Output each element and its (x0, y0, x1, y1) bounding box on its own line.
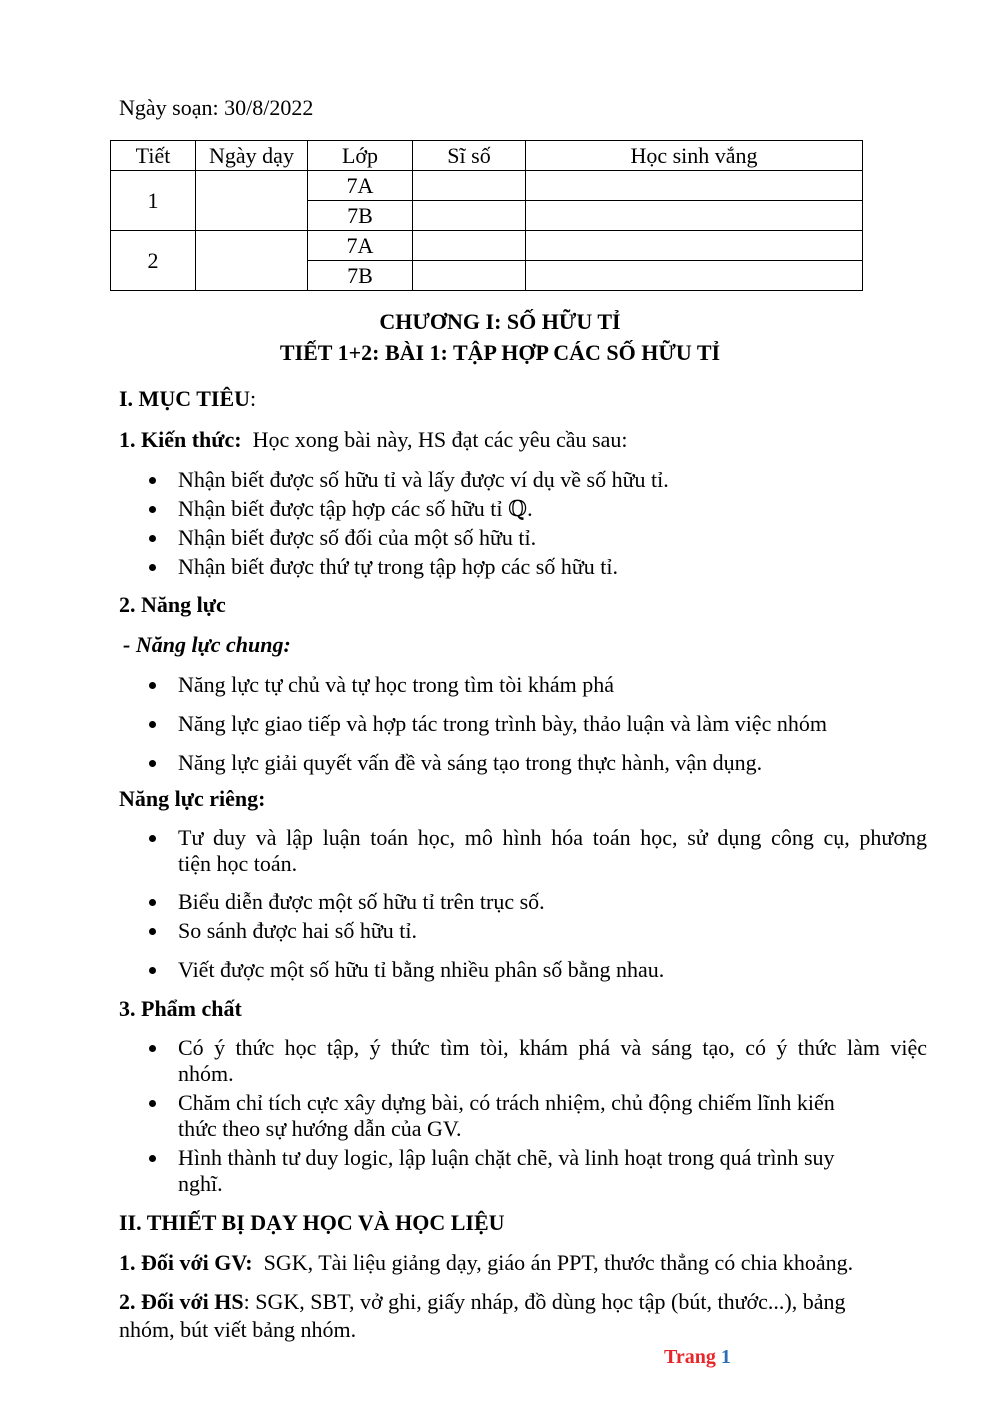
bullet-icon (149, 1100, 156, 1107)
table-header-row (111, 141, 863, 171)
ngay-day-cell (196, 231, 308, 291)
list-item-text-cont: tiện học toán. (178, 851, 298, 876)
knowledge-line (119, 427, 628, 453)
bullet-icon (149, 1155, 156, 1162)
bullet-icon (149, 506, 156, 513)
hs-label: 2. Đối với HS (119, 1289, 244, 1314)
table-header-cell: Tiết (111, 141, 196, 171)
section1-heading-text: I. MỤC TIÊU (119, 386, 251, 411)
list-item-text: Biểu diễn được một số hữu tỉ trên trục số. (178, 889, 545, 914)
bullet-icon (149, 760, 156, 767)
list-item (119, 467, 669, 496)
list-item-text: Nhận biết được tập hợp các số hữu tỉ ℚ. (178, 496, 533, 521)
list-item (119, 496, 669, 525)
tiet-cell: 2 (111, 231, 196, 291)
qualities-label: 3. Phẩm chất (119, 996, 242, 1021)
competence-label: 2. Năng lực (119, 592, 226, 617)
list-item-text: Có ý thức học tập, ý thức tìm tòi, khám phá và sáng tạo, có ý thức làm việc (178, 1035, 927, 1060)
hs-line (119, 1289, 846, 1315)
list-item (119, 825, 927, 889)
section1-heading (119, 386, 256, 412)
list-item (119, 1035, 927, 1090)
hs-line-cont: nhóm, bút viết bảng nhóm. (119, 1317, 357, 1342)
section2-heading: II. THIẾT BỊ DẠY HỌC VÀ HỌC LIỆU (119, 1210, 505, 1235)
bullet-icon (149, 899, 156, 906)
tiet-cell: 1 (111, 171, 196, 231)
table-header-cell: Ngày dạy (196, 141, 308, 171)
bullet-icon (149, 721, 156, 728)
lop-cell: 7B (308, 261, 413, 291)
general-competence-label: - Năng lực chung: (123, 632, 291, 657)
list-item-text: Chăm chỉ tích cực xây dựng bài, có trách nhiệm, chủ động chiếm lĩnh kiến (178, 1090, 835, 1115)
list-item-text: Tư duy và lập luận toán học, mô hình hóa toán học, sử dụng công cụ, phương (178, 825, 927, 850)
si-so-cell (413, 231, 526, 261)
bullet-icon (149, 477, 156, 484)
lop-cell: 7B (308, 201, 413, 231)
table-row (111, 231, 863, 261)
section1-heading-suffix: : (250, 386, 257, 411)
page-footer (664, 1346, 731, 1369)
table-row (111, 171, 863, 201)
si-so-cell (413, 261, 526, 291)
list-item (119, 1090, 927, 1145)
qualities-list (119, 1035, 927, 1200)
ngay-day-cell (196, 171, 308, 231)
bullet-icon (149, 967, 156, 974)
bullet-icon (149, 1045, 156, 1052)
list-item (119, 711, 827, 750)
list-item (119, 750, 827, 789)
table-header-cell: Lớp (308, 141, 413, 171)
list-item (119, 554, 669, 583)
lop-cell: 7A (308, 231, 413, 261)
chapter-title: CHƯƠNG I: SỐ HỮU TỈ (379, 309, 621, 334)
page-label: Trang (664, 1346, 716, 1368)
list-item (119, 525, 669, 554)
list-item-text: So sánh được hai số hữu tỉ. (178, 918, 417, 943)
knowledge-label: 1. Kiến thức: (119, 427, 242, 452)
list-item-text: Hình thành tư duy logic, lập luận chặt chẽ, và linh hoạt trong quá trình suy (178, 1145, 835, 1170)
list-item-text: Nhận biết được số hữu tỉ và lấy được ví dụ về số hữu tỉ. (178, 467, 669, 492)
bullet-icon (149, 535, 156, 542)
list-item-text: Năng lực tự chủ và tự học trong tìm tòi khám phá (178, 672, 614, 697)
table-header-cell: Học sinh vắng (526, 141, 863, 171)
knowledge-list (119, 467, 669, 583)
hoc-sinh-vang-cell (526, 171, 863, 201)
gv-label: 1. Đối với GV: (119, 1250, 253, 1275)
list-item-text-cont: nghĩ. (178, 1171, 223, 1196)
list-item-text: Nhận biết được số đối của một số hữu tỉ. (178, 525, 537, 550)
list-item (119, 957, 927, 986)
si-so-cell (413, 171, 526, 201)
hoc-sinh-vang-cell (526, 231, 863, 261)
lop-cell: 7A (308, 171, 413, 201)
specific-competence-list (119, 825, 927, 986)
list-item (119, 889, 927, 918)
schedule-table (110, 140, 863, 291)
bullet-icon (149, 564, 156, 571)
list-item-text-cont: nhóm. (178, 1061, 234, 1086)
list-item-text: Năng lực giao tiếp và hợp tác trong trình bày, thảo luận và làm việc nhóm (178, 711, 827, 736)
knowledge-text: Học xong bài này, HS đạt các yêu cầu sau: (252, 427, 628, 452)
list-item-text: Nhận biết được thứ tự trong tập hợp các số hữu tỉ. (178, 554, 618, 579)
general-competence-list (119, 672, 827, 789)
specific-competence-label: Năng lực riêng: (119, 786, 266, 811)
list-item (119, 1145, 927, 1200)
list-item-text-cont: thức theo sự hướng dẫn của GV. (178, 1116, 462, 1141)
list-item (119, 918, 927, 957)
si-so-cell (413, 201, 526, 231)
list-item (119, 672, 827, 711)
bullet-icon (149, 928, 156, 935)
hs-text: : SGK, SBT, vở ghi, giấy nháp, đồ dùng học tập (bút, thước...), bảng (243, 1289, 846, 1314)
page-number: 1 (720, 1346, 731, 1368)
list-item-text: Viết được một số hữu tỉ bằng nhiều phân số bằng nhau. (178, 957, 665, 982)
lesson-title: TIẾT 1+2: BÀI 1: TẬP HỢP CÁC SỐ HỮU TỈ (279, 340, 721, 365)
gv-line (119, 1250, 853, 1276)
date-label: Ngày soạn: 30/8/2022 (119, 95, 314, 120)
list-item-text: Năng lực giải quyết vấn đề và sáng tạo trong thực hành, vận dụng. (178, 750, 763, 775)
table-header-cell: Sĩ số (413, 141, 526, 171)
hoc-sinh-vang-cell (526, 201, 863, 231)
hoc-sinh-vang-cell (526, 261, 863, 291)
gv-text: SGK, Tài liệu giảng dạy, giáo án PPT, thước thẳng có chia khoảng. (263, 1250, 854, 1275)
bullet-icon (149, 835, 156, 842)
bullet-icon (149, 682, 156, 689)
